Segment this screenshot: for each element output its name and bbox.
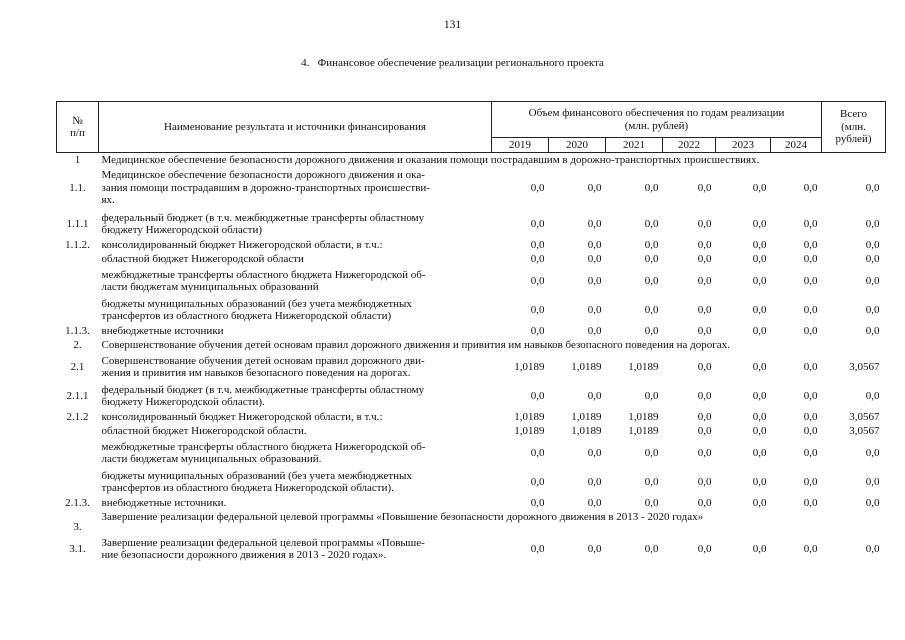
financing-table	[56, 101, 886, 564]
row-value: 0,0	[587, 181, 602, 194]
row-number: 2.1.3.	[65, 497, 90, 510]
row-number: 3.1.	[69, 542, 86, 555]
row-total: 0,0	[865, 303, 880, 316]
row-value: 0,0	[803, 274, 818, 287]
header-volume	[492, 102, 822, 138]
row-value: 0,0	[752, 253, 767, 266]
row-value: 0,0	[752, 446, 767, 459]
header-year: 2023	[716, 138, 771, 153]
table-row	[57, 411, 886, 425]
row-value: 0,0	[697, 389, 712, 402]
table-row	[57, 325, 886, 339]
row-number: 2.	[73, 339, 82, 352]
row-number: 2.1.1	[66, 389, 89, 402]
row-value: 1,0189	[628, 425, 659, 438]
row-value: 0,0	[752, 425, 767, 438]
row-value: 0,0	[803, 475, 818, 488]
row-value: 0,0	[644, 325, 659, 338]
row-value: 0,0	[530, 303, 545, 316]
table-row	[57, 497, 886, 511]
row-total: 0,0	[865, 389, 880, 402]
row-total: 0,0	[865, 542, 880, 555]
row-value: 0,0	[697, 303, 712, 316]
row-value: 0,0	[697, 497, 712, 510]
row-value: 0,0	[530, 274, 545, 287]
row-value: 0,0	[803, 253, 818, 266]
row-value: 0,0	[530, 239, 545, 252]
table-row	[57, 353, 886, 382]
row-number: 1.1.	[69, 181, 86, 194]
row-value: 1,0189	[571, 411, 602, 424]
row-value: 0,0	[697, 217, 712, 230]
row-value: 0,0	[697, 475, 712, 488]
header-total-label: Всего (млн. рублей)	[835, 108, 872, 146]
row-total: 0,0	[865, 274, 880, 287]
row-value: 0,0	[644, 217, 659, 230]
row-value: 0,0	[803, 181, 818, 194]
header-num-label: № п/п	[70, 114, 85, 139]
header-year: 2024	[771, 138, 822, 153]
row-name: консолидированный бюджет Нижегородской области, в т.ч.:	[101, 411, 383, 424]
row-value: 0,0	[697, 253, 712, 266]
row-total: 0,0	[865, 446, 880, 459]
row-number: 1.1.3.	[65, 325, 90, 338]
row-value: 0,0	[752, 303, 767, 316]
table-row	[57, 425, 886, 439]
row-value: 0,0	[697, 239, 712, 252]
row-number: 3.	[73, 521, 82, 533]
section-row	[57, 511, 886, 525]
section-row	[57, 339, 886, 353]
header-year: 2020	[549, 138, 606, 153]
row-value: 0,0	[644, 181, 659, 194]
table-row	[57, 296, 886, 325]
row-value: 0,0	[644, 239, 659, 252]
header-volume-label: Объем финансового обеспечения по годам реализации (млн. рублей)	[528, 107, 785, 132]
row-name: федеральный бюджет (в т.ч. межбюджетные трансферты областному бюджету Нижегородской области)	[101, 211, 425, 236]
header-year: 2019	[492, 138, 549, 153]
row-value: 0,0	[752, 217, 767, 230]
row-number: 2.1	[70, 360, 85, 373]
row-value: 1,0189	[571, 425, 602, 438]
table-row	[57, 439, 886, 468]
row-value: 0,0	[697, 325, 712, 338]
row-value: 1,0189	[571, 360, 602, 373]
row-total: 0,0	[865, 497, 880, 510]
row-value: 0,0	[752, 497, 767, 510]
table-row	[57, 468, 886, 497]
row-name: областной бюджет Нижегородской области.	[101, 425, 307, 438]
row-value: 0,0	[752, 542, 767, 555]
row-value: 0,0	[752, 389, 767, 402]
row-value: 0,0	[644, 274, 659, 287]
row-name: бюджеты муниципальных образований (без учета межбюджетных трансфертов из областного бюджета Нижегородской области).	[101, 469, 412, 494]
table-row	[57, 253, 886, 267]
row-number	[57, 253, 99, 267]
row-total: 0,0	[865, 217, 880, 230]
row-value: 0,0	[644, 542, 659, 555]
row-value: 0,0	[587, 446, 602, 459]
row-value: 0,0	[697, 360, 712, 373]
row-value: 0,0	[803, 497, 818, 510]
row-value: 0,0	[587, 303, 602, 316]
row-value: 0,0	[644, 446, 659, 459]
row-value: 0,0	[803, 389, 818, 402]
row-value: 0,0	[530, 389, 545, 402]
row-name: внебюджетные источники.	[101, 497, 227, 510]
row-value: 0,0	[530, 217, 545, 230]
table-row	[57, 167, 886, 210]
row-number	[57, 296, 99, 325]
row-value: 0,0	[803, 446, 818, 459]
row-number: 2.1.2	[66, 411, 89, 424]
header-year: 2021	[606, 138, 663, 153]
section-row	[57, 153, 886, 167]
row-value: 0,0	[644, 475, 659, 488]
row-value: 0,0	[697, 446, 712, 459]
header-total	[822, 102, 886, 153]
row-value: 0,0	[803, 303, 818, 316]
table-row	[57, 210, 886, 239]
row-name: Медицинское обеспечение безопасности дорожного движения и ока- зания помощи пострадавшим в дорожно-транспортных происшестви- ях.	[101, 169, 430, 207]
row-value: 0,0	[587, 475, 602, 488]
row-number: 1.1.2.	[65, 239, 90, 252]
header-name-label: Наименование результата и источники финансирования	[164, 120, 426, 133]
row-value: 0,0	[803, 239, 818, 252]
row-value: 0,0	[803, 425, 818, 438]
row-number: 1	[74, 153, 81, 166]
row-value: 0,0	[752, 411, 767, 424]
row-value: 0,0	[530, 181, 545, 194]
row-total: 0,0	[865, 181, 880, 194]
row-value: 0,0	[587, 389, 602, 402]
section-title-cell: Совершенствование обучения детей основам правил дорожного движения и привития им навыков безопасного поведения на дорогах.	[101, 339, 730, 352]
row-number	[57, 439, 99, 468]
row-value: 0,0	[803, 542, 818, 555]
row-value: 0,0	[587, 239, 602, 252]
row-total: 0,0	[865, 253, 880, 266]
row-value: 1,0189	[514, 411, 545, 424]
row-value: 0,0	[697, 274, 712, 287]
section-spacer	[57, 525, 886, 535]
row-total: 0,0	[865, 239, 880, 252]
row-name: межбюджетные трансферты областного бюджета Нижегородской об- ласти бюджетам муниципальных образований.	[101, 440, 426, 465]
header-num	[57, 102, 99, 153]
table-row	[57, 535, 886, 564]
row-value: 1,0189	[628, 360, 659, 373]
row-value: 0,0	[752, 360, 767, 373]
row-value: 0,0	[644, 303, 659, 316]
table-row	[57, 382, 886, 411]
row-total: 0,0	[865, 475, 880, 488]
table-row	[57, 267, 886, 296]
section-title: 4. Финансовое обеспечение реализации регионального проекта	[301, 57, 604, 69]
row-value: 0,0	[752, 274, 767, 287]
row-value: 0,0	[644, 253, 659, 266]
row-value: 0,0	[587, 497, 602, 510]
table-row	[57, 239, 886, 253]
row-value: 0,0	[697, 425, 712, 438]
row-number	[57, 425, 99, 439]
section-title-cell: Завершение реализации федеральной целевой программы «Повышение безопасности дорожного движения в 2013 - 2020 годах»	[101, 511, 704, 524]
row-name: консолидированный бюджет Нижегородской области, в т.ч.:	[101, 239, 383, 252]
row-total: 3,0567	[849, 411, 880, 424]
row-number	[57, 468, 99, 497]
row-name: бюджеты муниципальных образований (без учета межбюджетных трансфертов из областного бюджета Нижегородской области)	[101, 297, 412, 322]
row-value: 1,0189	[514, 360, 545, 373]
row-name: федеральный бюджет (в т.ч. межбюджетные трансферты областному бюджету Нижегородской области).	[101, 383, 425, 408]
row-value: 0,0	[697, 181, 712, 194]
spacer-cell	[99, 525, 886, 535]
row-number	[57, 267, 99, 296]
row-name: межбюджетные трансферты областного бюджета Нижегородской об- ласти бюджетам муниципальных образований	[101, 268, 426, 293]
row-name: областной бюджет Нижегородской области	[101, 253, 304, 266]
row-value: 1,0189	[514, 425, 545, 438]
row-value: 0,0	[752, 239, 767, 252]
row-value: 0,0	[803, 411, 818, 424]
row-total: 3,0567	[849, 360, 880, 373]
row-value: 0,0	[644, 497, 659, 510]
row-total: 3,0567	[849, 425, 880, 438]
row-value: 0,0	[697, 411, 712, 424]
row-value: 0,0	[752, 475, 767, 488]
row-value: 0,0	[530, 475, 545, 488]
table-body	[57, 153, 886, 564]
row-value: 0,0	[752, 181, 767, 194]
row-name: Совершенствование обучения детей основам правил дорожного дви- жения и привития им навыков безопасного поведения на дорогах.	[101, 354, 425, 379]
row-value: 0,0	[587, 274, 602, 287]
row-value: 0,0	[530, 253, 545, 266]
row-value: 0,0	[752, 325, 767, 338]
page-number: 131	[443, 19, 462, 31]
row-value: 0,0	[803, 360, 818, 373]
section-title-cell: Медицинское обеспечение безопасности дорожного движения и оказания помощи пострадавшим в дорожно-транспортных происшествиях.	[101, 153, 760, 166]
header-year: 2022	[663, 138, 716, 153]
row-value: 0,0	[587, 542, 602, 555]
row-value: 0,0	[803, 325, 818, 338]
row-name: Завершение реализации федеральной целевой программы «Повыше- ние безопасности дорожного движения в 2013 - 2020 годах».	[101, 536, 425, 561]
row-value: 0,0	[587, 217, 602, 230]
table-header	[57, 102, 886, 153]
row-name: внебюджетные источники	[101, 325, 224, 338]
row-value: 0,0	[587, 325, 602, 338]
row-value: 0,0	[697, 542, 712, 555]
row-value: 1,0189	[628, 411, 659, 424]
row-value: 0,0	[587, 253, 602, 266]
row-value: 0,0	[803, 217, 818, 230]
row-value: 0,0	[644, 389, 659, 402]
header-name	[99, 102, 492, 153]
row-value: 0,0	[530, 446, 545, 459]
row-value: 0,0	[530, 542, 545, 555]
row-number: 1.1.1	[66, 217, 89, 230]
row-value: 0,0	[530, 325, 545, 338]
row-value: 0,0	[530, 497, 545, 510]
row-total: 0,0	[865, 325, 880, 338]
